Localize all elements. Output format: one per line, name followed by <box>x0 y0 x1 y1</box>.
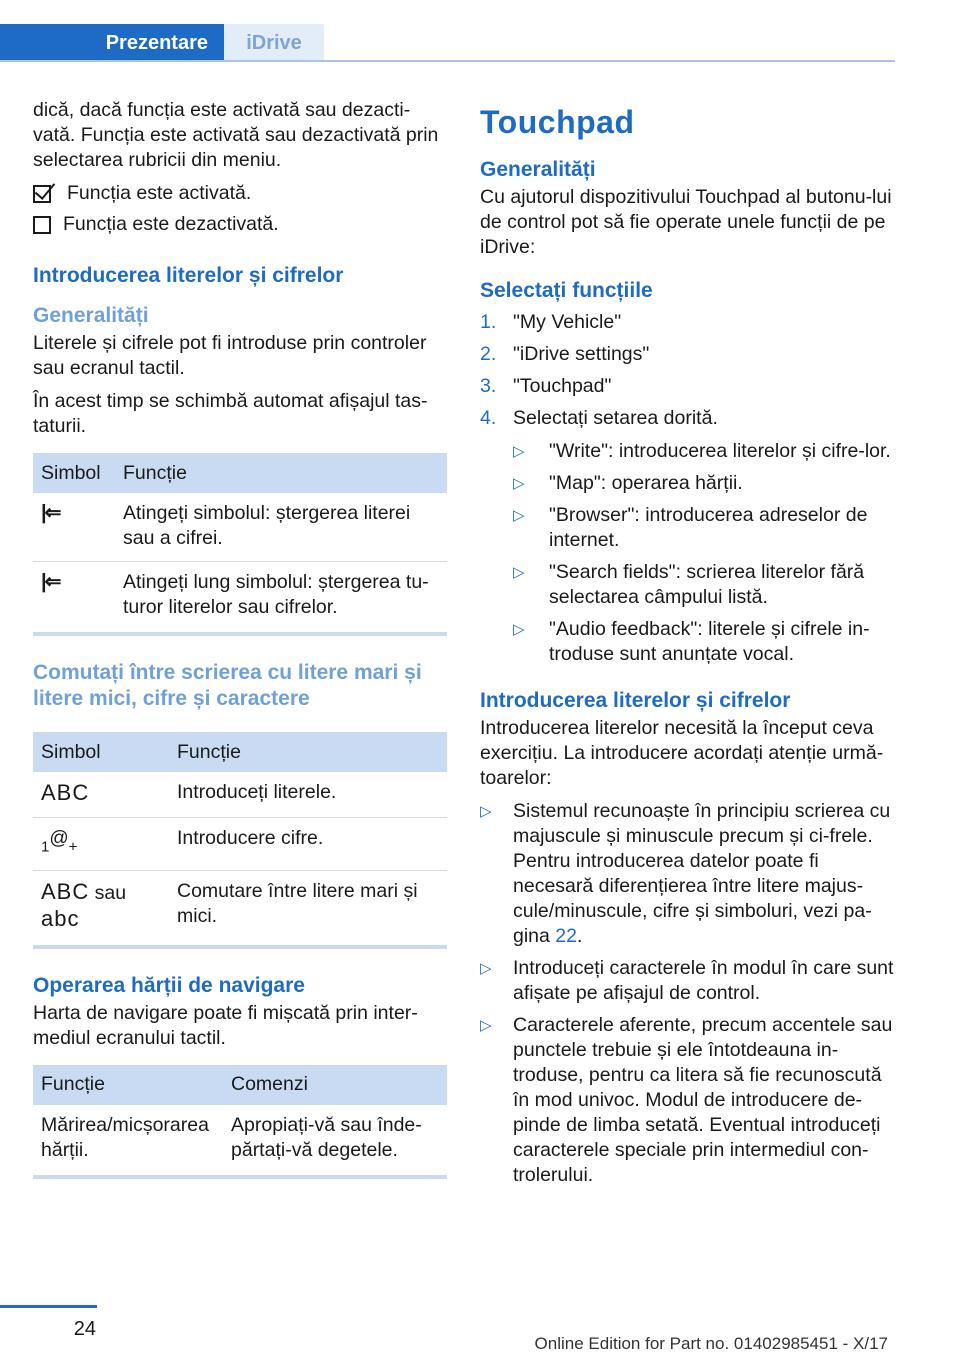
table-cell: Atingeți simbolul: ștergerea literei sau a cifrei. <box>115 493 447 562</box>
table-cell: Apropiați-vă sau înde-părtați-vă degetele. <box>231 1113 422 1161</box>
paragraph-map: Harta de navigare poate fi mișcată prin inter-mediul ecranului tactil. <box>33 1001 418 1049</box>
list-item: 3. "Touchpad" <box>480 375 612 397</box>
paragraph-keyboard-change: În acest timp se schimbă automat afișajul tas-taturii. <box>33 390 428 437</box>
right-column <box>480 100 895 1195</box>
table-cell: Comutare între litere mari și mici. <box>177 879 418 927</box>
heading-touchpad: Touchpad <box>480 104 635 140</box>
table-end-rule <box>33 1175 447 1179</box>
heading-general-left: Generalități <box>33 304 149 327</box>
table-cell: Atingeți lung simbolul: ștergerea tu-turor literelor sau cifrelor. <box>123 571 429 618</box>
delete-symbol-table <box>33 453 447 630</box>
paragraph-input-methods: Literele și cifrele pot fi introduse prin controler sau ecranul tactil. <box>33 332 427 379</box>
table-row <box>33 1105 447 1173</box>
table-end-rule <box>33 945 447 949</box>
paragraph-letters-intro: Introducerea literelor necesită la început ceva exercițiu. La introducere acordați atenție urmă-toarelor: <box>480 717 884 789</box>
empty-box-icon <box>33 216 51 234</box>
table-header: Funcție <box>169 732 447 772</box>
triangle-bullet-icon: ▷ <box>513 475 525 492</box>
header-rule <box>0 60 895 62</box>
table-end-rule <box>33 632 447 636</box>
touchpad-options-list <box>513 439 895 667</box>
case-toggle-icon: ABC sau abc <box>41 878 127 931</box>
table-cell: Introduceți literele. <box>169 772 447 818</box>
page-number: 24 <box>73 1318 96 1340</box>
table-header: Funcție <box>33 1065 223 1105</box>
table-row <box>33 493 447 562</box>
table-row <box>33 562 447 631</box>
list-item: ▷ "Write": introducerea literelor și cifre-lor. <box>513 440 891 462</box>
triangle-bullet-icon: ▷ <box>513 443 525 460</box>
heading-letters-digits: Introducerea literelor și cifrelor <box>33 264 344 287</box>
input-tips-list <box>480 799 895 1188</box>
list-item: ▷ "Map": operarea hărții. <box>513 472 743 494</box>
triangle-bullet-icon: ▷ <box>480 1017 492 1034</box>
table-row <box>33 772 447 818</box>
abc-uppercase-icon: ABC <box>41 780 90 805</box>
checked-box-icon <box>33 185 51 203</box>
list-item: ▷ Introduceți caracterele în modul în care sunt afișate pe afișajul de control. <box>480 957 894 1004</box>
list-item: ▷ "Audio feedback": literele și cifrele in-troduse sunt anunțate vocal. <box>513 618 870 665</box>
table-header: Simbol <box>33 453 115 493</box>
triangle-bullet-icon: ▷ <box>480 960 492 977</box>
triangle-bullet-icon: ▷ <box>513 621 525 638</box>
tab-prezentare[interactable]: Prezentare <box>0 24 224 62</box>
heading-switch-case: Comutați între scrierea cu litere mari și litere mici, cifre și caractere <box>33 661 422 710</box>
heading-general-right: Generalități <box>480 158 596 181</box>
triangle-bullet-icon: ▷ <box>480 803 492 820</box>
intro-paragraph: dică, dacă funcția este activată sau dezacti-vată. Funcția este activată sau dezactivată prin selectarea rubricii din meniu. <box>33 99 439 171</box>
page-number-rule <box>0 1305 97 1308</box>
table-row <box>33 818 447 871</box>
paragraph-touchpad: Cu ajutorul dispozitivului Touchpad al butonu-lui de control pot să fie operate unele funcții de pe iDrive: <box>480 186 892 258</box>
list-item: ▷ "Browser": introducerea adreselor de internet. <box>513 504 868 551</box>
edition-footer: Online Edition for Part no. 01402985451 - X/17 <box>534 1334 888 1353</box>
list-item: 2. "iDrive settings" <box>480 343 650 365</box>
table-header: Simbol <box>33 732 169 772</box>
table-cell: Mărirea/micșorarea hărții. <box>41 1113 209 1161</box>
table-cell: Introducere cifre. <box>169 818 447 871</box>
list-item: 4. Selectați setarea dorită. ▷ "Write": introducerea literelor și cifre-lor. ▷ "Map": operarea hărții. ▷ "Browser": introducerea adreselor de internet. ▷ "Search fields": scrierea literelor fără selectarea câmpului listă. ▷ "Audio feedback": literele și cifrele in-troduse sunt anunțate vocal. <box>480 406 895 674</box>
page-link[interactable]: 22 <box>555 925 577 947</box>
list-item: ▷ Caracterele aferente, precum accentele sau punctele trebuie și ele întotdeauna in-troduse, pentru ca litera să fie recunoscută în mod univoc. Modul de introducere de-pinde de limba setată. Eventual introduceți caracterele speciale prin intermediul con-trolerului. <box>480 1014 893 1186</box>
triangle-bullet-icon: ▷ <box>513 564 525 581</box>
check-inactive-label: Funcția este dezactivată. <box>63 213 279 235</box>
list-item: 1. "My Vehicle" <box>480 311 622 333</box>
list-item: ▷ "Search fields": scrierea literelor fără selectarea câmpului listă. <box>513 561 865 608</box>
table-header: Funcție <box>115 453 447 493</box>
list-item: ▷ Sistemul recunoaște în principiu scrierea cu majuscule și minuscule precum și ci-frele. Pentru introducerea datelor poate fi necesară diferențierea între litere majus-cule/minuscule, cifre și simboluri, vezi pa-gina 22. <box>480 800 891 947</box>
left-column <box>33 98 447 1179</box>
backspace-icon: |⇐ <box>41 571 60 593</box>
case-symbol-table <box>33 732 447 943</box>
check-active-label: Funcția este activată. <box>67 182 252 204</box>
map-gesture-table <box>33 1065 447 1173</box>
check-inactive-line <box>33 212 447 237</box>
backspace-icon: |⇐ <box>33 493 115 562</box>
triangle-bullet-icon: ▷ <box>513 507 525 524</box>
heading-letters-digits-right: Introducerea literelor și cifrelor <box>480 689 791 712</box>
header-bar <box>0 24 895 62</box>
check-active-line <box>33 181 447 206</box>
table-header: Comenzi <box>223 1065 447 1105</box>
numbers-symbol-icon: 1@+ <box>33 818 169 871</box>
heading-map-operation: Operarea hărții de navigare <box>33 973 305 997</box>
tab-idrive[interactable]: iDrive <box>224 24 324 62</box>
table-row <box>33 870 447 943</box>
heading-select-functions: Selectați funcțiile <box>480 279 653 302</box>
steps-list <box>480 310 895 674</box>
